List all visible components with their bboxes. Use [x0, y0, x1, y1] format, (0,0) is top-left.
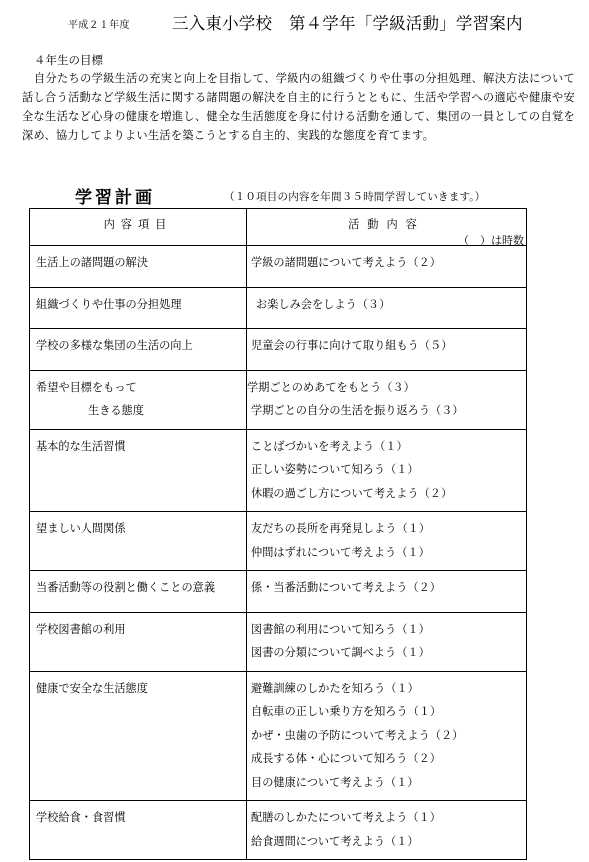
- activity-item: 図書館の利用について知ろう（１）: [251, 622, 430, 636]
- content-item-cell: [30, 429, 247, 512]
- content-item-label: 生活上の諸問題の解決: [36, 256, 148, 269]
- content-item-cell: [30, 612, 247, 671]
- table-row: [30, 370, 527, 429]
- content-item-label: 望ましい人間関係: [36, 522, 126, 535]
- activity-cell: [247, 246, 527, 288]
- year-label: 平成２１年度: [68, 20, 130, 31]
- content-item-cell: [30, 571, 247, 613]
- activity-item: 図書の分類について調べよう（１）: [251, 646, 430, 659]
- column-header-activity-label: 活動内容: [348, 218, 425, 231]
- column-header-activity: [247, 209, 527, 246]
- plan-title: 学習計画: [75, 188, 155, 208]
- activity-cell: [247, 429, 527, 512]
- activity-cell: [247, 612, 527, 671]
- activity-item: 学級の諸問題について考えよう（２）: [251, 256, 441, 269]
- activity-item: 友だちの長所を再発見しよう（１）: [251, 522, 431, 535]
- activity-cell: [247, 671, 527, 801]
- activity-cell: [247, 801, 527, 860]
- activity-item: 給食週間について考えよう（１）: [251, 834, 419, 848]
- content-item-cell: [30, 246, 247, 288]
- activity-item: 正しい姿勢について知ろう（１）: [251, 463, 419, 476]
- activity-item: 児童会の行事に向けて取り組もう（５）: [251, 339, 453, 352]
- column-header-content-item: 内容項目: [30, 209, 247, 246]
- column-header-hours-note: （ ）は時数: [458, 234, 524, 247]
- table-row: [30, 571, 527, 613]
- activity-item: 学期ごとの自分の生活を振り返ろう（３）: [251, 404, 464, 417]
- content-item-cell: [30, 287, 247, 329]
- goal-heading: ４年生の目標: [34, 53, 103, 67]
- activity-item: お楽しみ会をしよう（３）: [256, 297, 391, 311]
- table-row: [30, 671, 527, 801]
- content-item-label: 健康で安全な生活態度: [36, 681, 148, 695]
- content-item-label: 基本的な生活習慣: [36, 439, 126, 453]
- plan-table-body: [30, 209, 527, 860]
- content-item-label: 学校給食・食習慣: [36, 811, 126, 824]
- activity-item: 係・当番活動について考えよう（２）: [251, 581, 441, 594]
- content-item-label: 希望や目標をもって: [36, 380, 137, 394]
- content-item-cell: [30, 329, 247, 371]
- table-row: [30, 801, 527, 860]
- plan-note: （１０項目の内容を年間３５時間学習していきます。）: [224, 191, 486, 203]
- content-item-label: 生きる態度: [88, 404, 144, 417]
- activity-cell: [247, 512, 527, 571]
- content-item-label: 当番活動等の役割と働くことの意義: [36, 581, 216, 594]
- table-row: [30, 512, 527, 571]
- activity-cell: [247, 329, 527, 371]
- table-row: [30, 287, 527, 329]
- content-item-label: 学校の多様な集団の生活の向上: [36, 339, 193, 352]
- table-row: [30, 329, 527, 371]
- activity-item: ことばづかいを考えよう（１）: [251, 439, 408, 453]
- goal-paragraph: 自分たちの学級生活の充実と向上を目指して、学級内の組織づくりや仕事の分担処理、解決方法について話し合う活動など学級生活に関する諸問題の解決を自主的に行うとともに、生活や学習への適応や健康や安全な生活など心身の健康を増進し、健全な生活態度を身に付ける活動を通して、集団の一員としての自覚を深め、協力してよりよい生活を築こうとする自主的、実践的な態度を育てます。: [22, 72, 575, 142]
- content-item-cell: [30, 512, 247, 571]
- activity-item: 成長する体・心について知ろう（２）: [251, 752, 441, 765]
- activity-item: 学期ごとのめあてをもとう（３）: [247, 380, 415, 394]
- plan-table: [29, 208, 527, 860]
- activity-item: 配膳のしかたについて考えよう（１）: [251, 811, 441, 824]
- activity-item: 休暇の過ごし方について考えよう（２）: [251, 486, 453, 500]
- content-item-cell: [30, 370, 247, 429]
- document-title: 三入東小学校 第４学年「学級活動」学習案内: [172, 14, 523, 33]
- activity-cell: [247, 370, 527, 429]
- activity-item: かぜ・虫歯の予防について考えよう（２）: [251, 728, 464, 742]
- plan-table-header-row: [30, 209, 527, 246]
- activity-cell: [247, 571, 527, 613]
- table-row: [30, 612, 527, 671]
- content-item-cell: [30, 671, 247, 801]
- activity-cell: [247, 287, 527, 329]
- activity-item: 目の健康について考えよう（１）: [251, 775, 419, 789]
- page-header: [0, 8, 589, 34]
- content-item-cell: [30, 801, 247, 860]
- activity-item: 避難訓練のしかたを知ろう（１）: [251, 681, 419, 695]
- content-item-label: 学校図書館の利用: [36, 622, 126, 636]
- activity-item: 自転車の正しい乗り方を知ろう（１）: [251, 705, 442, 718]
- activity-item: 仲間はずれについて考えよう（１）: [251, 545, 430, 559]
- table-row: [30, 246, 527, 288]
- table-row: [30, 429, 527, 512]
- content-item-label: 組織づくりや仕事の分担処理: [36, 297, 182, 311]
